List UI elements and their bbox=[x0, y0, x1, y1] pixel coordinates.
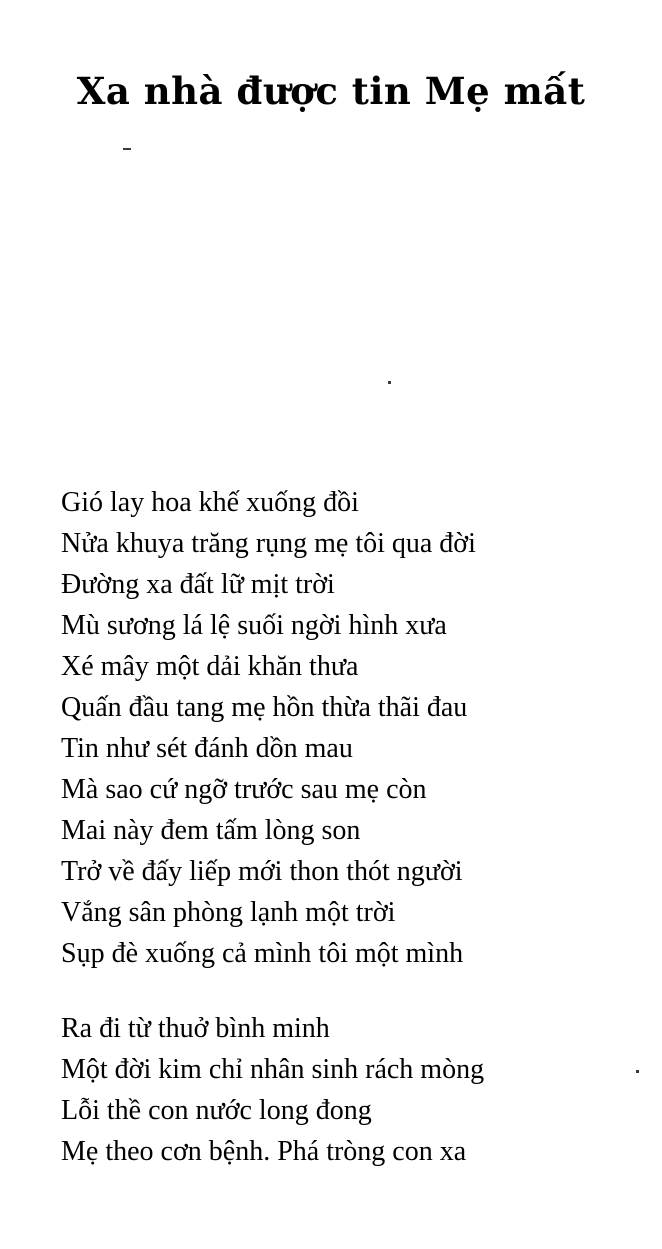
poem-line: Tin như sét đánh dồn mau bbox=[61, 733, 353, 764]
page-title: Xa nhà được tin Mẹ mất bbox=[76, 68, 586, 113]
poem-line: Trở về đấy liếp mới thon thót người bbox=[61, 856, 463, 887]
poem-line: Đường xa đất lữ mịt trời bbox=[61, 569, 335, 600]
poem-line: Lỗi thề con nước long đong bbox=[61, 1095, 372, 1126]
poem-line: Mù sương lá lệ suối ngời hình xưa bbox=[61, 610, 447, 641]
poem-line: Mẹ theo cơn bệnh. Phá tròng con xa bbox=[61, 1136, 467, 1167]
stanza bbox=[61, 482, 641, 974]
scan-speck-icon bbox=[388, 381, 391, 384]
poem-line: Vắng sân phòng lạnh một trời bbox=[61, 897, 396, 928]
poem-line: Xé mây một dải khăn thưa bbox=[61, 651, 359, 682]
poem-line: Nửa khuya trăng rụng mẹ tôi qua đời bbox=[61, 528, 476, 559]
poem-line: Mai này đem tấm lòng son bbox=[61, 815, 361, 846]
poem-line: Mà sao cứ ngỡ trước sau mẹ còn bbox=[61, 774, 427, 805]
poem-line: Ra đi từ thuở bình minh bbox=[61, 1013, 330, 1044]
poem-body bbox=[61, 482, 641, 1172]
poem-line: Sụp đè xuống cả mình tôi một mình bbox=[61, 938, 464, 969]
scan-speck-icon bbox=[123, 148, 131, 150]
poem-line: Quấn đầu tang mẹ hồn thừa thãi đau bbox=[61, 692, 468, 723]
poem-line: Một đời kim chỉ nhân sinh rách mòng bbox=[61, 1054, 485, 1085]
stanza bbox=[61, 1008, 641, 1172]
poem-line: Gió lay hoa khế xuống đồi bbox=[61, 487, 359, 518]
